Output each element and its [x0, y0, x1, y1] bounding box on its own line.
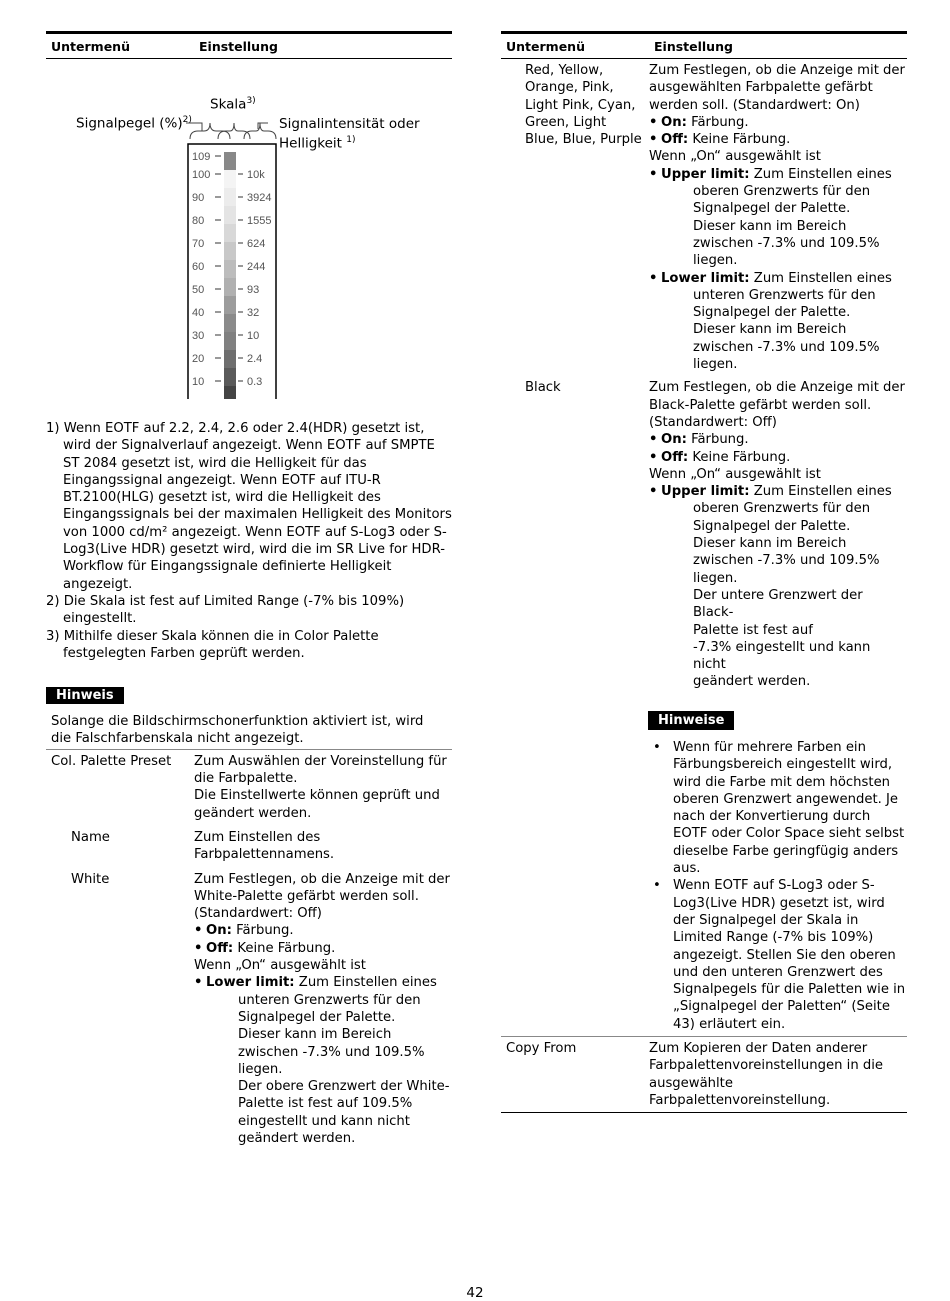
table-header-right — [501, 31, 907, 59]
footnotes — [46, 420, 452, 662]
tick-label: 80 — [192, 215, 205, 227]
row-desc: Zum Festlegen, ob die Anzeige mit der Black-Palette gefärbt werden soll. (Standardwert: Off) • On: Färbung. • Off: Keine Färbung. Wenn „On“ ausgewählt ist • Upper limit: Zum Einstellen eines oberen Grenzwerts für den Signalpegel der Palette. Dieser kann im Bereich zwischen -7.3% und 109.5% liegen. Der untere Grenzwert der Black- Palette ist fest auf -7.3% eingestellt und kann nicht geändert werden. — [649, 379, 907, 690]
tick-label: 40 — [192, 307, 205, 319]
tick-label: 109 — [192, 151, 211, 163]
scale-segment — [224, 278, 236, 297]
scale-segment — [224, 188, 236, 207]
tick-label: 3924 — [247, 192, 272, 204]
tick-label: 0.3 — [247, 376, 263, 388]
hinweise-badge: Hinweise — [648, 711, 734, 730]
table-row — [501, 59, 907, 373]
table-row — [501, 1036, 907, 1113]
footnote-1: 1) Wenn EOTF auf 2.2, 2.4, 2.6 oder 2.4(HDR) gesetzt ist, wird der Signalverlauf angezeigt. Wenn EOTF auf SMPTE ST 2084 gesetzt ist, wird die Helligkeit für das Eingangssignal angezeigt. Wenn EOTF auf ITU-R BT.2100(HLG) gesetzt ist, wird die Helligkeit des Eingangssignals bei der maximalen Helligkeit des Monitors von 1000 cd/m² angezeigt. Wenn EOTF auf S-Log3 oder S-Log3(Live HDR) gesetzt wird, wird die im SR Live for HDR-Workflow für Eingangssignale definierte Helligkeit angezeigt. — [46, 421, 452, 592]
tick-label: 10k — [247, 169, 265, 181]
header-setting: Einstellung — [654, 38, 733, 54]
list-item: • Wenn für mehrere Farben ein Färbungsbereich eingestellt wird, wird die Farbe mit dem höchsten oberen Grenzwert angewendet. Je nach der Konvertierung durch EOTF oder Color Space sieht selbst dieselbe Farbe geringfügig anders aus. — [648, 739, 907, 877]
scale-segment — [224, 260, 236, 279]
row-label: Copy From — [506, 1041, 577, 1057]
row-label: Red, Yellow, Orange, Pink, Light Pink, Cyan, Green, Light Blue, Blue, Purple — [525, 63, 642, 148]
grayscale-bar — [224, 152, 236, 399]
scale-label: Skala$^{3)}$ — [210, 96, 256, 113]
scale-segment — [224, 296, 236, 315]
tick-label: 624 — [247, 238, 266, 250]
tick-label: 60 — [192, 261, 205, 273]
scale-segment — [224, 350, 236, 369]
header-submenu: Untermenü — [506, 38, 585, 54]
footnote-3: 3) Mithilfe dieser Skala können die in Color Palette festgelegten Farben geprüft werden. — [46, 628, 379, 661]
tick-label: 70 — [192, 238, 205, 250]
row-desc: Zum Festlegen, ob die Anzeige mit der White-Palette gefärbt werden soll. (Standardwert: Off) • On: Färbung. • Off: Keine Färbung. Wenn „On“ ausgewählt ist • Lower limit: Zum Einstellen eines unteren Grenzwerts für den Signalpegel der Palette. Dieser kann im Bereich zwischen -7.3% und 109.5% liegen. Der obere Grenzwert der White- Palette ist fest auf 109.5% eingestellt und kann nicht geändert werden. — [194, 871, 452, 1148]
scale-segment — [224, 170, 236, 189]
row-desc: Zum Festlegen, ob die Anzeige mit der ausgewählten Farbpalette gefärbt werden soll. (Standardwert: On) • On: Färbung. • Off: Keine Färbung. Wenn „On“ ausgewählt ist • Upper limit: Zum Einstellen eines oberen Grenzwerts für den Signalpegel der Palette. Dieser kann im Bereich zwischen -7.3% und 109.5% liegen. • Lower limit: Zum Einstellen eines unteren Grenzwerts für den Signalpegel der Palette. Dieser kann im Bereich zwischen -7.3% und 109.5% liegen. — [649, 62, 907, 373]
row-desc: Zum Einstellen des Farbpalettennamens. — [194, 829, 335, 863]
tick-label: 100 — [192, 169, 211, 181]
intensity-ticks — [238, 169, 271, 399]
tick-label: 1555 — [247, 215, 272, 227]
header-submenu: Untermenü — [51, 38, 130, 54]
scale-segment — [224, 206, 236, 225]
row-label: Col. Palette Preset — [51, 753, 172, 769]
right-column — [501, 31, 907, 1113]
scale-segment — [224, 242, 236, 261]
row-label: Black — [525, 380, 561, 396]
table-header-left — [46, 31, 452, 59]
hinweise-list — [648, 739, 907, 1033]
row-desc: Zum Kopieren der Daten anderer Farbpalettenvoreinstellungen in die ausgewählte Farbpalettenvoreinstellung. — [649, 1041, 884, 1108]
tick-label: 32 — [247, 307, 260, 319]
table-row — [46, 864, 452, 1148]
scale-segment — [224, 224, 236, 243]
tick-label: 10 — [247, 330, 260, 342]
table-row — [46, 750, 452, 822]
tick-label: 90 — [192, 192, 205, 204]
signal-level-label: Signalpegel (%)$^{2)}$ — [76, 115, 192, 132]
scale-segment — [224, 386, 236, 399]
table-row — [46, 822, 452, 864]
hinweise-section — [501, 711, 907, 1033]
header-setting: Einstellung — [199, 38, 278, 54]
tick-label: 244 — [247, 261, 266, 273]
row-desc: Zum Auswählen der Voreinstellung für die Farbpalette. Die Einstellwerte können geprüft und geändert werden. — [194, 753, 447, 821]
left-table-body — [46, 749, 452, 1148]
scale-segment — [224, 152, 236, 171]
row-label: White — [71, 871, 110, 887]
signal-level-ticks — [192, 151, 221, 399]
row-label: Name — [71, 829, 110, 845]
list-item: • Wenn EOTF auf S-Log3 oder S-Log3(Live HDR) gesetzt ist, wird der Signalpegel der Skala in Limited Range (-7% bis 109%) angezeigt. Stellen Sie den oberen und den unteren Grenzwert des Signalpegels für die Paletten wie in „Signalpegel der Paletten“ (Seite 43) erläutert ein. — [648, 877, 907, 1033]
hinweis-badge: Hinweis — [46, 687, 124, 704]
scale-segment — [224, 368, 236, 387]
table-row — [501, 373, 907, 690]
tick-label: 50 — [192, 284, 205, 296]
hinweis-section — [46, 684, 452, 748]
tick-label: 2.4 — [247, 353, 263, 365]
scale-segment — [224, 332, 236, 351]
scale-segment — [224, 314, 236, 333]
page-number: 42 — [466, 1285, 484, 1301]
left-column — [46, 31, 452, 1147]
tick-label: 30 — [192, 330, 205, 342]
tick-label: 93 — [247, 284, 260, 296]
footnote-2: 2) Die Skala ist fest auf Limited Range (-7% bis 109%) eingestellt. — [46, 593, 405, 627]
right-table-body — [501, 59, 907, 1113]
tick-label: 10 — [192, 376, 205, 388]
hinweis-text: Solange die Bildschirmschonerfunktion aktiviert ist, wird die Falschfarbenskala nicht angezeigt. — [51, 714, 424, 747]
false-color-scale-figure — [46, 59, 452, 399]
tick-label: 20 — [192, 353, 205, 365]
intensity-label: Signalintensität oder Helligkeit $^{1)}$ — [279, 116, 420, 152]
